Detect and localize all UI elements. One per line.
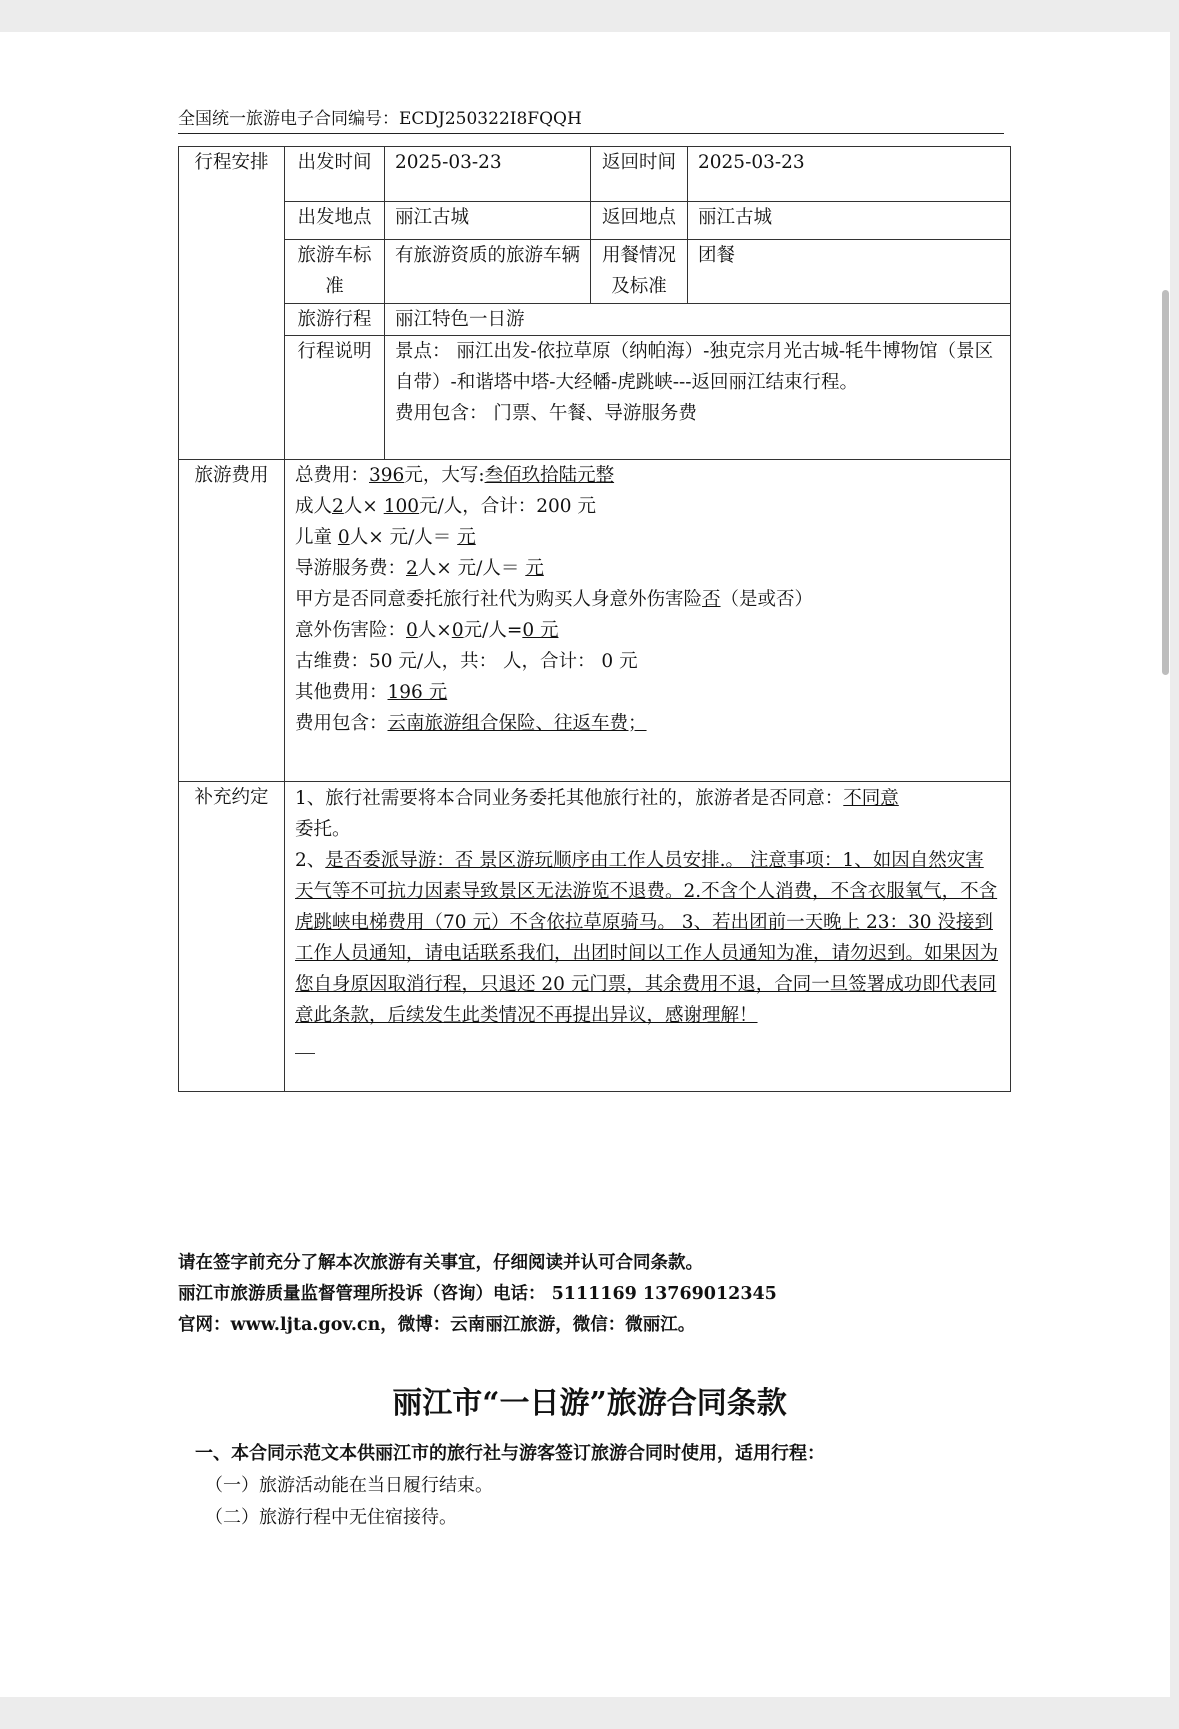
supplement-item-1-answer: 不同意 (843, 788, 899, 809)
description-spots: 景点： 丽江出发-依拉草原（纳帕海）-独克宗月光古城-牦牛博物馆（景区自带）-和谐塔中塔-大经幡-虎跳峡---返回丽江结束行程。 (395, 341, 994, 393)
notice-line-3: 官网：www.ljta.gov.cn，微博：云南丽江旅游，微信：微丽江。 (178, 1315, 696, 1335)
description-fee-included: 费用包含： 门票、午餐、导游服务费 (395, 403, 697, 424)
route-label: 旅游行程 (285, 304, 385, 336)
insurance-answer: 否 (702, 589, 721, 610)
fee-included-line: 费用包含：云南旅游组合保险、往返车费； (295, 713, 647, 734)
accident-count: 0 (406, 620, 418, 641)
vehicle-label: 旅游车标准 (285, 240, 385, 304)
notice-block (178, 1248, 1078, 1341)
adult-price: 100 (383, 496, 420, 517)
guide-total: 元 (525, 558, 544, 579)
other-fee-line: 其他费用：196 元 (295, 682, 448, 703)
route-value: 丽江特色一日游 (385, 304, 1011, 336)
description-value (385, 336, 1011, 460)
terms-clause-1-b: （二）旅游行程中无住宿接待。 (205, 1507, 457, 1528)
adult-count: 2 (332, 496, 344, 517)
terms-clause-1-a: （一）旅游活动能在当日履行结束。 (205, 1475, 493, 1496)
description-label: 行程说明 (285, 336, 385, 460)
return-place-value: 丽江古城 (688, 202, 1011, 240)
return-place-label: 返回地点 (591, 202, 688, 240)
notice-line-1: 请在签字前充分了解本次旅游有关事宜，仔细阅读并认可合同条款。 (178, 1253, 703, 1273)
supplement-item-2-body: 是否委派导游：否 景区游玩顺序由工作人员安排.。 注意事项：1、如因自然灾害天气等不可抗力因素导致景区无法游览不退费。2.不含个人消费，不含衣服氧气，不含虎跳峡电梯费用（70 元）不含依拉草原骑马。 3、若出团前一天晚上 23：30 没接到工作人员通知，请电话联系我们，出团时间以工作人员通知为准，请勿迟到。如果因为您自身原因取消行程，只退还 20 元门票，其余费用不退，合同一旦签署成功即代表同意此条款，后续发生此类情况不再提出异议，感谢理解！ (295, 850, 999, 1026)
insurance-question-line: 甲方是否同意委托旅行社代为购买人身意外伤害险否（是或否） (295, 589, 814, 610)
fee-child-line: 儿童 0人× 元/人＝ 元 (295, 527, 476, 548)
vehicle-value: 有旅游资质的旅游车辆 (385, 240, 591, 304)
depart-place-label: 出发地点 (285, 202, 385, 240)
guide-count: 2 (406, 558, 418, 579)
contract-table (178, 146, 1011, 1092)
meal-label: 用餐情况及标准 (591, 240, 688, 304)
accident-total: 0 元 (522, 620, 559, 641)
scrollbar[interactable] (1162, 290, 1169, 675)
accident-insurance-line: 意外伤害险：0人×0元/人=0 元 (295, 620, 559, 641)
notice-line-2: 丽江市旅游质量监督管理所投诉（咨询）电话： 5111169 13769012345 (178, 1284, 777, 1304)
depart-place-value: 丽江古城 (385, 202, 591, 240)
supplement-section-label: 补充约定 (179, 782, 285, 1092)
terms-clause-1: 一、本合同示范文本供丽江市的旅行社与游客签订旅游合同时使用，适用行程： (195, 1443, 825, 1464)
return-time-value: 2025-03-23 (688, 147, 1011, 202)
terms-title: 丽江市“一日游”旅游合同条款 (392, 1386, 787, 1421)
accident-price: 0 (451, 620, 464, 641)
terms-body (195, 1438, 1095, 1534)
supplement-item-2: 2、是否委派导游：否 景区游玩顺序由工作人员安排.。 注意事项：1、如因自然灾害天气等不可抗力因素导致景区无法游览不退费。2.不含个人消费，不含衣服氧气，不含虎跳峡电梯费用（70 元）不含依拉草原骑马。 3、若出团前一天晚上 23：30 没接到工作人员通知，请电话联系我们，出团时间以工作人员通知为准，请勿迟到。如果因为您自身原因取消行程，只退还 20 元门票，其余费用不退，合同一旦签署成功即代表同意此条款，后续发生此类情况不再提出异议，感谢理解！ (295, 850, 999, 1026)
itinerary-section-label: 行程安排 (179, 147, 285, 460)
fee-total-amount: 396 (369, 465, 405, 486)
child-total: 元 (457, 527, 476, 548)
supplement-item-1: 1、旅行社需要将本合同业务委托其他旅行社的，旅游者是否同意：不同意 委托。 (295, 788, 899, 840)
fee-total-words: 叁佰玖拾陆元整 (484, 465, 615, 486)
supplement-blank-line (295, 1035, 315, 1054)
contract-number: 全国统一旅游电子合同编号：ECDJ250322I8FQQH (178, 104, 1004, 134)
fee-guide-line: 导游服务费：2人× 元/人＝ 元 (295, 558, 544, 579)
meal-value: 团餐 (688, 240, 1011, 304)
other-fee-amount: 196 元 (387, 682, 448, 703)
child-count: 0 (337, 527, 350, 548)
maintenance-fee-line: 古维费：50 元/人，共： 人，合计： 0 元 (295, 651, 638, 672)
fee-total-line: 总费用：396元，大写:叁佰玖拾陆元整 (295, 465, 615, 486)
fee-included-items: 云南旅游组合保险、往返车费； (387, 713, 647, 734)
supplement-content (285, 782, 1011, 1092)
fees-section-label: 旅游费用 (179, 460, 285, 782)
depart-time-value: 2025-03-23 (385, 147, 591, 202)
return-time-label: 返回时间 (591, 147, 688, 202)
fee-adult-line: 成人2人× 100元/人，合计：200 元 (295, 496, 596, 517)
fees-content (285, 460, 1011, 782)
depart-time-label: 出发时间 (285, 147, 385, 202)
